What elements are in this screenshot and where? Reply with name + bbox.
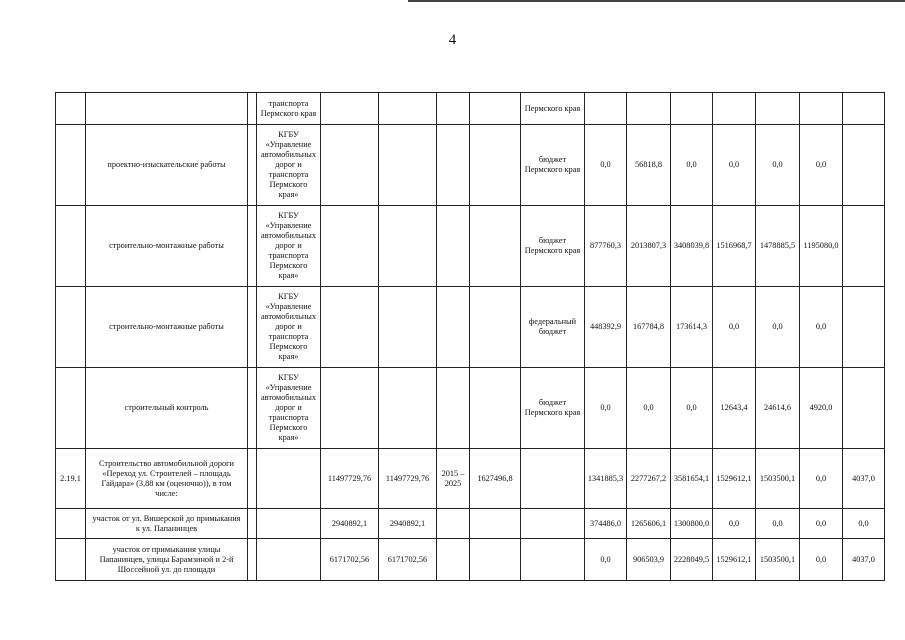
period-cell bbox=[437, 125, 470, 206]
number-cell bbox=[56, 539, 86, 581]
year-cell: 0,0 bbox=[627, 368, 671, 449]
year-cell bbox=[627, 93, 671, 125]
executor-cell: КГБУ «Управление автомобильных дорог и транспорта Пермского края» bbox=[257, 287, 321, 368]
cost-total-cell: 6171702,56 bbox=[379, 539, 437, 581]
name-cell: участок от ул. Вишерской до примыкания к ул. Папанинцев bbox=[86, 509, 248, 539]
cost-cell bbox=[321, 125, 379, 206]
year-cell: 877760,3 bbox=[585, 206, 627, 287]
name-cell: строительно-монтажные работы bbox=[86, 206, 248, 287]
year-cell: 0,0 bbox=[713, 287, 756, 368]
year-cell: 2228049,5 bbox=[671, 539, 713, 581]
table-body bbox=[56, 93, 885, 581]
year-cell: 0,0 bbox=[585, 539, 627, 581]
number-cell bbox=[56, 206, 86, 287]
year-cell: 1503500,1 bbox=[756, 539, 800, 581]
year-cell: 0,0 bbox=[800, 287, 843, 368]
year-cell: 0,0 bbox=[843, 509, 885, 539]
year-cell: 0,0 bbox=[671, 368, 713, 449]
prior-cell bbox=[470, 93, 521, 125]
table-row bbox=[56, 368, 885, 449]
year-cell: 2277267,2 bbox=[627, 449, 671, 509]
prior-cell bbox=[470, 539, 521, 581]
year-cell: 0,0 bbox=[585, 125, 627, 206]
cost-cell: 6171702,56 bbox=[321, 539, 379, 581]
prior-cell bbox=[470, 287, 521, 368]
year-cell: 374486,0 bbox=[585, 509, 627, 539]
year-cell bbox=[843, 125, 885, 206]
executor-cell: транспорта Пермского края bbox=[257, 93, 321, 125]
year-cell: 1529612,1 bbox=[713, 539, 756, 581]
source-cell bbox=[521, 449, 585, 509]
period-cell bbox=[437, 509, 470, 539]
spacer-cell bbox=[248, 509, 257, 539]
spacer-cell bbox=[248, 287, 257, 368]
year-cell: 0,0 bbox=[756, 125, 800, 206]
year-cell: 1503500,1 bbox=[756, 449, 800, 509]
year-cell: 1195080,0 bbox=[800, 206, 843, 287]
cost-cell bbox=[321, 287, 379, 368]
cost-cell bbox=[321, 93, 379, 125]
year-cell: 12643,4 bbox=[713, 368, 756, 449]
cost-total-cell: 2940892,1 bbox=[379, 509, 437, 539]
year-cell: 0,0 bbox=[800, 539, 843, 581]
year-cell: 4037,0 bbox=[843, 449, 885, 509]
prior-cell bbox=[470, 125, 521, 206]
year-cell: 1529612,1 bbox=[713, 449, 756, 509]
source-cell bbox=[521, 539, 585, 581]
year-cell: 0,0 bbox=[756, 509, 800, 539]
year-cell: 56818,8 bbox=[627, 125, 671, 206]
number-cell bbox=[56, 287, 86, 368]
year-cell bbox=[756, 93, 800, 125]
source-cell: бюджет Пермского края bbox=[521, 368, 585, 449]
number-cell bbox=[56, 368, 86, 449]
executor-cell bbox=[257, 539, 321, 581]
executor-cell bbox=[257, 509, 321, 539]
year-cell bbox=[585, 93, 627, 125]
year-cell: 3581654,1 bbox=[671, 449, 713, 509]
table-row bbox=[56, 539, 885, 581]
cost-total-cell bbox=[379, 368, 437, 449]
table-row bbox=[56, 509, 885, 539]
spacer-cell bbox=[248, 125, 257, 206]
year-cell: 1300800,0 bbox=[671, 509, 713, 539]
cost-cell bbox=[321, 368, 379, 449]
year-cell: 1265606,1 bbox=[627, 509, 671, 539]
spacer-cell bbox=[248, 449, 257, 509]
source-cell bbox=[521, 509, 585, 539]
source-cell: бюджет Пермского края bbox=[521, 125, 585, 206]
name-cell: участок от примыкания улицы Папанинцев, улицы Барамзиной и 2-й Шоссейной ул. до площади bbox=[86, 539, 248, 581]
budget-table bbox=[55, 92, 885, 581]
year-cell: 1478885,5 bbox=[756, 206, 800, 287]
page-number: 4 bbox=[448, 32, 457, 48]
name-cell: проектно-изыскательские работы bbox=[86, 125, 248, 206]
cost-total-cell bbox=[379, 125, 437, 206]
table-row bbox=[56, 93, 885, 125]
executor-cell: КГБУ «Управление автомобильных дорог и транспорта Пермского края» bbox=[257, 368, 321, 449]
year-cell bbox=[800, 93, 843, 125]
table-row bbox=[56, 287, 885, 368]
period-cell bbox=[437, 93, 470, 125]
year-cell bbox=[843, 368, 885, 449]
year-cell: 4920,0 bbox=[800, 368, 843, 449]
year-cell bbox=[843, 206, 885, 287]
prior-cell bbox=[470, 206, 521, 287]
year-cell: 0,0 bbox=[800, 125, 843, 206]
cost-cell: 11497729,76 bbox=[321, 449, 379, 509]
year-cell: 0,0 bbox=[800, 509, 843, 539]
prior-cell bbox=[470, 509, 521, 539]
top-rule bbox=[408, 0, 905, 2]
year-cell: 0,0 bbox=[671, 125, 713, 206]
cost-total-cell bbox=[379, 206, 437, 287]
spacer-cell bbox=[248, 93, 257, 125]
spacer-cell bbox=[248, 206, 257, 287]
year-cell: 1341885,3 bbox=[585, 449, 627, 509]
period-cell bbox=[437, 206, 470, 287]
year-cell bbox=[671, 93, 713, 125]
prior-cell: 1627496,8 bbox=[470, 449, 521, 509]
name-cell bbox=[86, 93, 248, 125]
spacer-cell bbox=[248, 368, 257, 449]
year-cell: 0,0 bbox=[713, 509, 756, 539]
period-cell: 2015 – 2025 bbox=[437, 449, 470, 509]
year-cell: 2013807,3 bbox=[627, 206, 671, 287]
year-cell bbox=[713, 93, 756, 125]
cost-cell: 2940892,1 bbox=[321, 509, 379, 539]
executor-cell: КГБУ «Управление автомобильных дорог и транспорта Пермского края» bbox=[257, 206, 321, 287]
year-cell: 4037,0 bbox=[843, 539, 885, 581]
prior-cell bbox=[470, 368, 521, 449]
spacer-cell bbox=[248, 539, 257, 581]
year-cell: 173614,3 bbox=[671, 287, 713, 368]
year-cell: 906503,9 bbox=[627, 539, 671, 581]
year-cell: 0,0 bbox=[585, 368, 627, 449]
cost-total-cell bbox=[379, 287, 437, 368]
year-cell: 448392,9 bbox=[585, 287, 627, 368]
table-row bbox=[56, 449, 885, 509]
year-cell: 0,0 bbox=[800, 449, 843, 509]
cost-cell bbox=[321, 206, 379, 287]
year-cell: 0,0 bbox=[756, 287, 800, 368]
year-cell bbox=[843, 287, 885, 368]
number-cell bbox=[56, 509, 86, 539]
table-row bbox=[56, 206, 885, 287]
name-cell: Строительство автомобильной дороги «Переход ул. Строителей – площадь Гайдара» (3,88 км (оценочно)), в том числе: bbox=[86, 449, 248, 509]
year-cell: 1516968,7 bbox=[713, 206, 756, 287]
number-cell bbox=[56, 125, 86, 206]
year-cell: 167784,8 bbox=[627, 287, 671, 368]
source-cell: бюджет Пермского края bbox=[521, 206, 585, 287]
number-cell: 2.19.1 bbox=[56, 449, 86, 509]
period-cell bbox=[437, 539, 470, 581]
executor-cell bbox=[257, 449, 321, 509]
executor-cell: КГБУ «Управление автомобильных дорог и транспорта Пермского края» bbox=[257, 125, 321, 206]
cost-total-cell bbox=[379, 93, 437, 125]
year-cell: 0,0 bbox=[713, 125, 756, 206]
year-cell: 24614,6 bbox=[756, 368, 800, 449]
period-cell bbox=[437, 287, 470, 368]
source-cell: федеральный бюджет bbox=[521, 287, 585, 368]
cost-total-cell: 11497729,76 bbox=[379, 449, 437, 509]
table-row bbox=[56, 125, 885, 206]
source-cell: Пермского края bbox=[521, 93, 585, 125]
name-cell: строительно-монтажные работы bbox=[86, 287, 248, 368]
year-cell bbox=[843, 93, 885, 125]
period-cell bbox=[437, 368, 470, 449]
name-cell: строительный контроль bbox=[86, 368, 248, 449]
number-cell bbox=[56, 93, 86, 125]
year-cell: 3408039,8 bbox=[671, 206, 713, 287]
